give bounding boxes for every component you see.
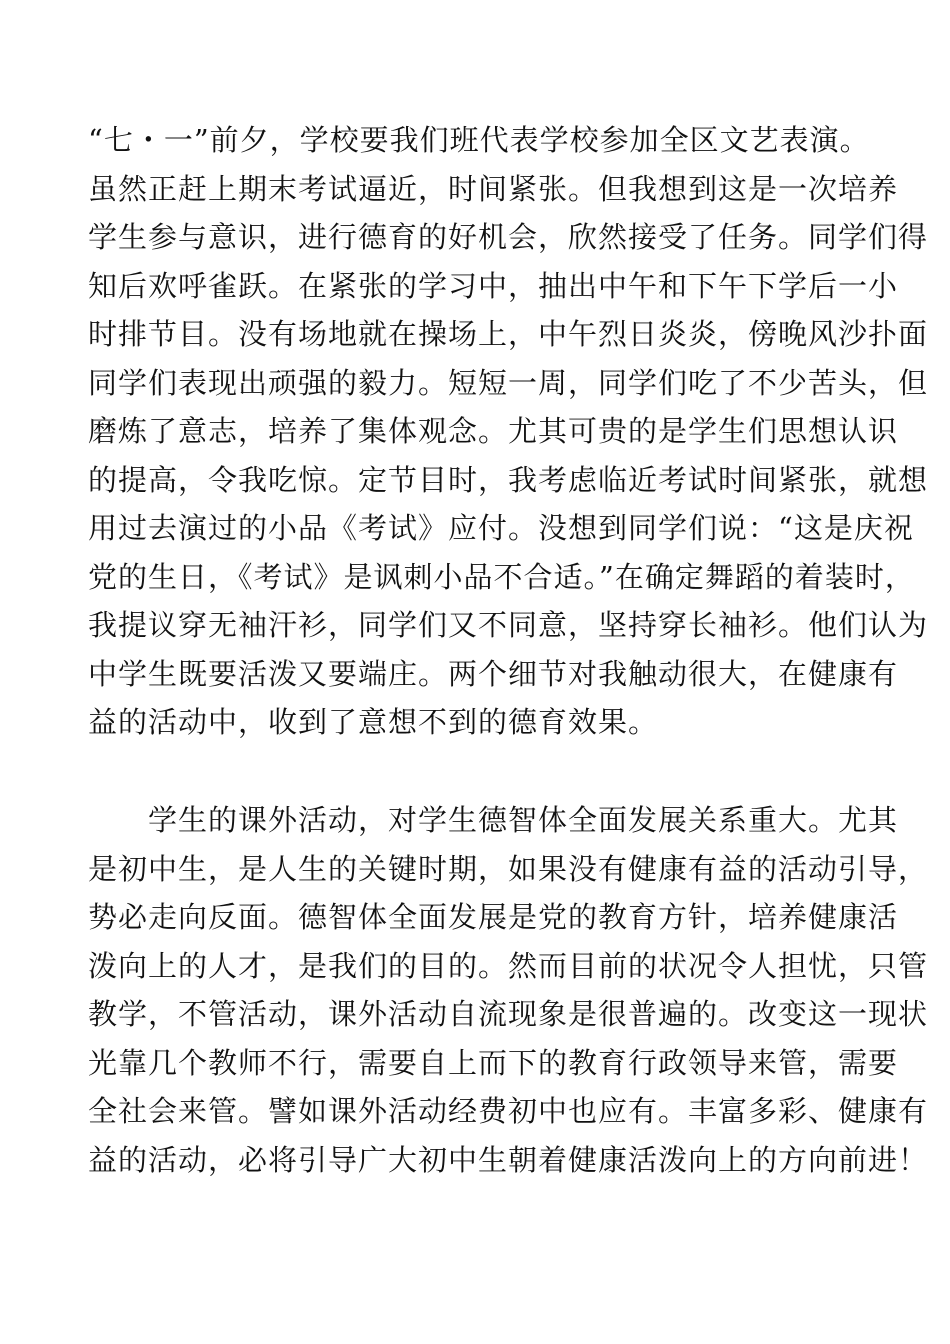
text-line: 党的生日，《考试》是讽刺小品不合适。”在确定舞蹈的着装时， — [88, 559, 915, 594]
text-line: 益的活动，必将引导广大初中生朝着健康活泼向上的方向前进！ — [88, 1142, 929, 1177]
text-line: 全社会来管。譬如课外活动经费初中也应有。丰富多彩、健康有 — [88, 1094, 929, 1128]
text-line: 学生的课外活动，对学生德智体全面发展关系重大。尤其 — [88, 803, 899, 837]
paragraph-2 — [88, 796, 929, 1184]
text-line: 同学们表现出顽强的毅力。短短一周，同学们吃了不少苦头，但 — [88, 365, 929, 400]
text-line: 是初中生，是人生的关键时期，如果没有健康有益的活动引导， — [88, 851, 929, 886]
text-line: 学生参与意识，进行德育的好机会，欣然接受了任务。同学们得 — [88, 220, 929, 254]
text-line: 教学，不管活动，课外活动自流现象是很普遍的。改变这一现状 — [88, 997, 929, 1031]
text-line: 泼向上的人才，是我们的目的。然而目前的状况令人担忧，只管 — [88, 948, 929, 983]
text-line: 知后欢呼雀跃。在紧张的学习中，抽出中午和下午下学后一小 — [88, 268, 899, 303]
text-line: 中学生既要活泼又要端庄。两个细节对我触动很大，在健康有 — [88, 656, 899, 691]
text-line: “七・一”前夕，学校要我们班代表学校参加全区文艺表演。 — [88, 123, 870, 157]
text-line: 用过去演过的小品《考试》应付。没想到同学们说：“这是庆祝 — [88, 511, 914, 545]
text-line: 虽然正赶上期末考试逼近，时间紧张。但我想到这是一次培养 — [88, 171, 899, 206]
text-line: 磨炼了意志，培养了集体观念。尤其可贵的是学生们思想认识 — [88, 414, 899, 448]
text-line: 我提议穿无袖汗衫，同学们又不同意，坚持穿长袖衫。他们认为 — [88, 608, 929, 642]
text-line: 时排节目。没有场地就在操场上，中午烈日炎炎，傍晚风沙扑面 — [88, 317, 929, 351]
text-line: 光靠几个教师不行，需要自上而下的教育行政领导来管，需要 — [88, 1045, 899, 1080]
text-line: 的提高，令我吃惊。定节目时，我考虑临近考试时间紧张，就想 — [88, 462, 929, 497]
text-line: 益的活动中，收到了意想不到的德育效果。 — [88, 705, 659, 739]
text-line: 势必走向反面。德智体全面发展是党的教育方针，培养健康活 — [88, 900, 899, 934]
paragraph-1 — [88, 116, 929, 747]
